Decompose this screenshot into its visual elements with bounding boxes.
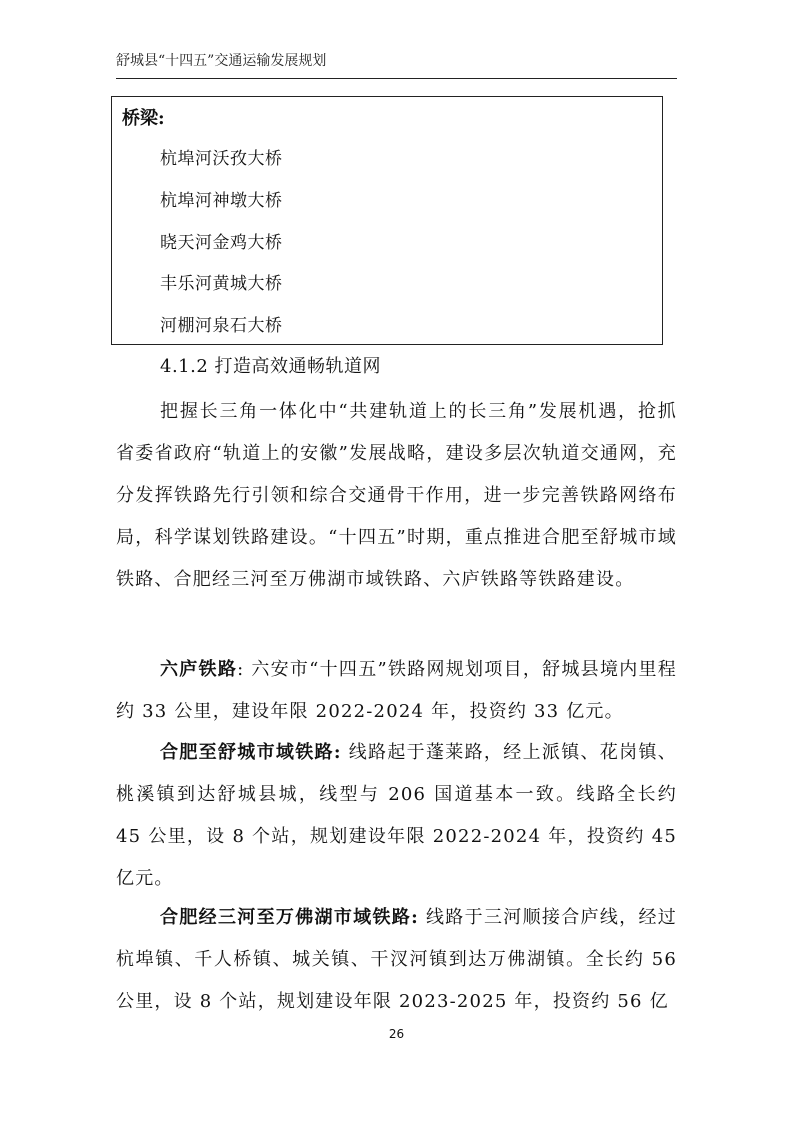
liulu-railway-text: : 六安市“十四五”铁路网规划项目，舒城县境内里程约 33 公里，建设年限 2022-2024 年，投资约 33 亿元。: [116, 659, 677, 722]
hefei-shucheng-railway-text: 线路起于蓬莱路，经上派镇、花岗镇、桃溪镇到达舒城县城，线型与 206 国道基本一致。线路全长约 45 公里，设 8 个站，规划建设年限 2022-2024 年，投资约 45 亿元。: [116, 742, 677, 889]
liulu-railway-paragraph: [116, 649, 677, 733]
hefei-shucheng-railway-paragraph: [116, 732, 677, 900]
bridge-item: 晓天河金鸡大桥: [160, 233, 283, 253]
liulu-railway-label: 六庐铁路: [160, 659, 238, 680]
hefei-wanfohu-railway-paragraph: [116, 897, 677, 1023]
page-number: 26: [388, 1027, 405, 1041]
bridge-item: 杭埠河神墩大桥: [160, 191, 283, 211]
header-rule: [116, 78, 677, 79]
hefei-shucheng-railway-label: 合肥至舒城市域铁路:: [160, 742, 342, 763]
intro-paragraph: 把握长三角一体化中“共建轨道上的长三角”发展机遇，抢抓省委省政府“轨道上的安徽”发展战略，建设多层次轨道交通网，充分发挥铁路先行引领和综合交通骨干作用，进一步完善铁路网络布局，科学谋划铁路建设。“十四五”时期，重点推进合肥至舒城市域铁路、合肥经三河至万佛湖市域铁路、六庐铁路等铁路建设。: [116, 401, 677, 590]
bridge-item: 丰乐河黄城大桥: [160, 274, 283, 294]
running-header: 舒城县“十四五”交通运输发展规划: [116, 53, 327, 69]
hefei-wanfohu-railway-text: 线路于三河顺接合庐线，经过杭埠镇、千人桥镇、城关镇、干汊河镇到达万佛湖镇。全长约 56 公里，设 8 个站，规划建设年限 2023-2025 年，投资约 56 亿: [116, 907, 677, 1012]
bridge-list-title: 桥梁:: [122, 108, 165, 129]
hefei-wanfohu-railway-label: 合肥经三河至万佛湖市域铁路:: [160, 907, 419, 928]
bridge-item: 河棚河泉石大桥: [160, 316, 283, 336]
bridge-list-box: [111, 96, 663, 345]
section-heading: 4.1.2 打造高效通畅轨道网: [160, 356, 382, 377]
bridge-item: 杭埠河沃孜大桥: [160, 149, 283, 169]
